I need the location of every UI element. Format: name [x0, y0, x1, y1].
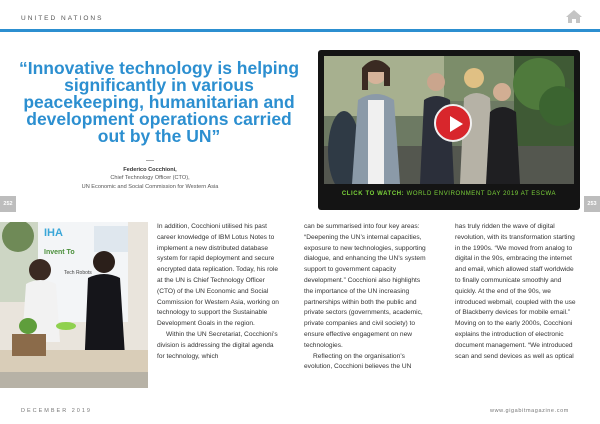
footer-site-link[interactable]: www.gigabitmagazine.com [490, 408, 569, 414]
video-card[interactable] [318, 50, 580, 210]
photo-sign-brand: IHA [44, 227, 63, 239]
home-icon[interactable] [565, 9, 583, 24]
attribution-divider [146, 160, 154, 161]
photo-sign-sub: Tech Robots [64, 270, 92, 276]
attribution-role: Chief Technology Officer (CTO), [110, 175, 190, 182]
footer-date: DECEMBER 2019 [21, 408, 92, 414]
article-column-2 [304, 222, 426, 373]
video-thumbnail[interactable] [324, 56, 574, 184]
page-number-right: 253 [584, 196, 600, 212]
play-icon[interactable] [434, 104, 472, 142]
header-divider [0, 29, 600, 32]
video-cta[interactable]: CLICK TO WATCH: [341, 191, 405, 197]
article-paragraph: Reflecting on the organisation’s evolution, Cocchioni believes the UN [304, 352, 412, 371]
attribution-org: UN Economic and Social Commission for Western Asia [81, 183, 219, 190]
video-caption[interactable] [318, 191, 580, 197]
article-paragraph: can be summarised into four key areas: “Deepening the UN’s internal capacities, exposure to new technologies, supporting dialogue, and enhancing the UN’s system support to government capacity development.” Cocchioni also highlights the importance of the UN increasing partnerships within both the public and private sectors (governments, academic, private companies and civil society) to ensure effective engagement on new technologies. [304, 223, 426, 349]
article-photo-image [0, 222, 148, 388]
video-title[interactable]: WORLD ENVIRONMENT DAY 2019 AT ESCWA [406, 191, 557, 197]
article-paragraph: has truly ridden the wave of digital revolution, with its transformation starting in the 1990s. “We moved from analog to digital in the 90s, embracing the internet and email, which allowed staff worldwide to finally communicate smoothly and quickly. At the end of the 90s, we introduced webmail, coupled with the use of Blackberry devices for mobile email.” Moving on to the early 2000s, Cocchioni explains the introduction of electronic document management. “We introduced scan and send devices as well as optical [455, 223, 576, 360]
article-column-3 [455, 222, 577, 362]
article-paragraph: In addition, Cocchioni utilised his past career knowledge of IBM Lotus Notes to implement a new distributed database system for rapid deployment and secure encrypted data replication. Today, his role at the UN is Chief Technology Officer (CTO) of the UN Economic and Social Commission for Western Asia, working on technology to support the Sustainable Development Goals in the region. [157, 223, 279, 328]
article-paragraph: Within the UN Secretariat, Cocchioni’s division is addressing the digital agenda for technology, which [157, 330, 278, 360]
photo-sign-tagline: Invent To [44, 249, 75, 256]
article-column-1 [157, 222, 279, 362]
page-number-left: 252 [0, 196, 16, 212]
article-photo [0, 222, 148, 388]
section-label: UNITED NATIONS [21, 15, 104, 22]
attribution-name: Federico Cocchioni, [123, 167, 177, 173]
pull-quote: “Innovative technology is helping significantly in various peacekeeping, humanitarian and development operations carried out by the UN” [18, 58, 300, 146]
attribution [20, 166, 280, 191]
